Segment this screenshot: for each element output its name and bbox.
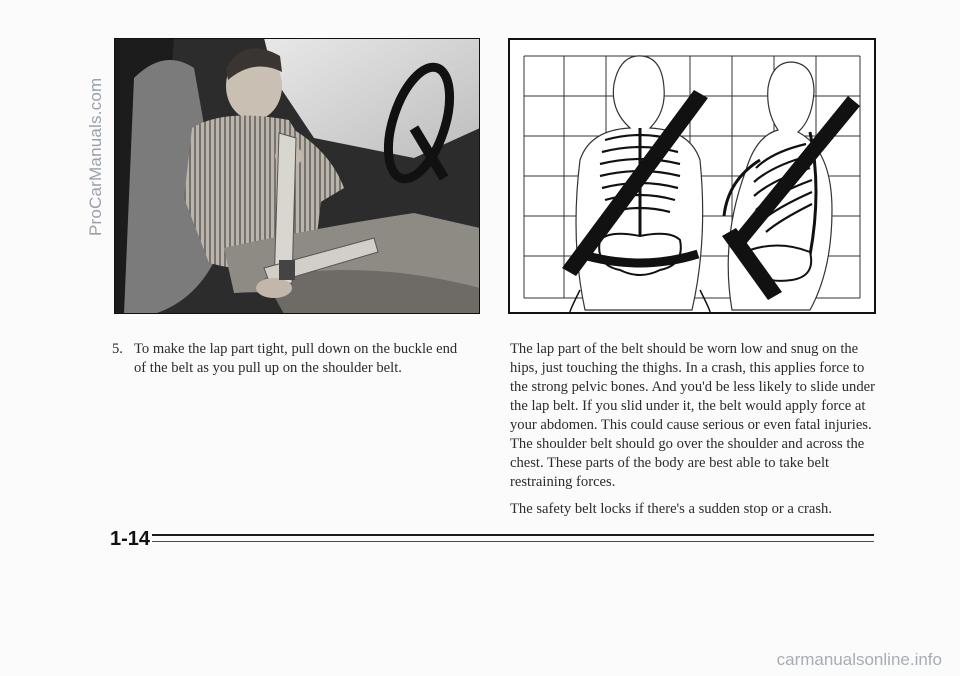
skeleton-belt-diagram	[508, 38, 876, 314]
side-watermark: ProCarManuals.com	[86, 77, 105, 236]
belt-locks-paragraph: The safety belt locks if there's a sudden stop or a crash.	[510, 501, 832, 517]
man-buckling-belt-illustration	[114, 38, 480, 314]
page-number: 1-14	[110, 528, 151, 550]
body-text-column	[510, 340, 878, 527]
step-text: To make the lap part tight, pull down on the buckle end of the belt as you pull up on the shoulder belt.	[134, 341, 458, 376]
lap-belt-paragraph: The lap part of the belt should be worn low and snug on the hips, just touching the thighs. In a crash, this applies force to the strong pelvic bones. And you'd be less likely to slide under the lap belt. If you slid under it, the belt would apply force at your abdomen. This could cause serious or even fatal injuries. The shoulder belt should go over the shoulder and across the chest. These parts of the body are best able to take belt restraining forces.	[510, 341, 875, 490]
skeleton-belt-illustration	[510, 40, 874, 312]
footer-rule	[152, 534, 874, 542]
step-5-instruction	[112, 340, 472, 378]
step-number: 5.	[112, 341, 123, 357]
bottom-watermark: carmanualsonline.info	[776, 650, 942, 669]
seatbelt-fastening-photo	[114, 38, 480, 314]
